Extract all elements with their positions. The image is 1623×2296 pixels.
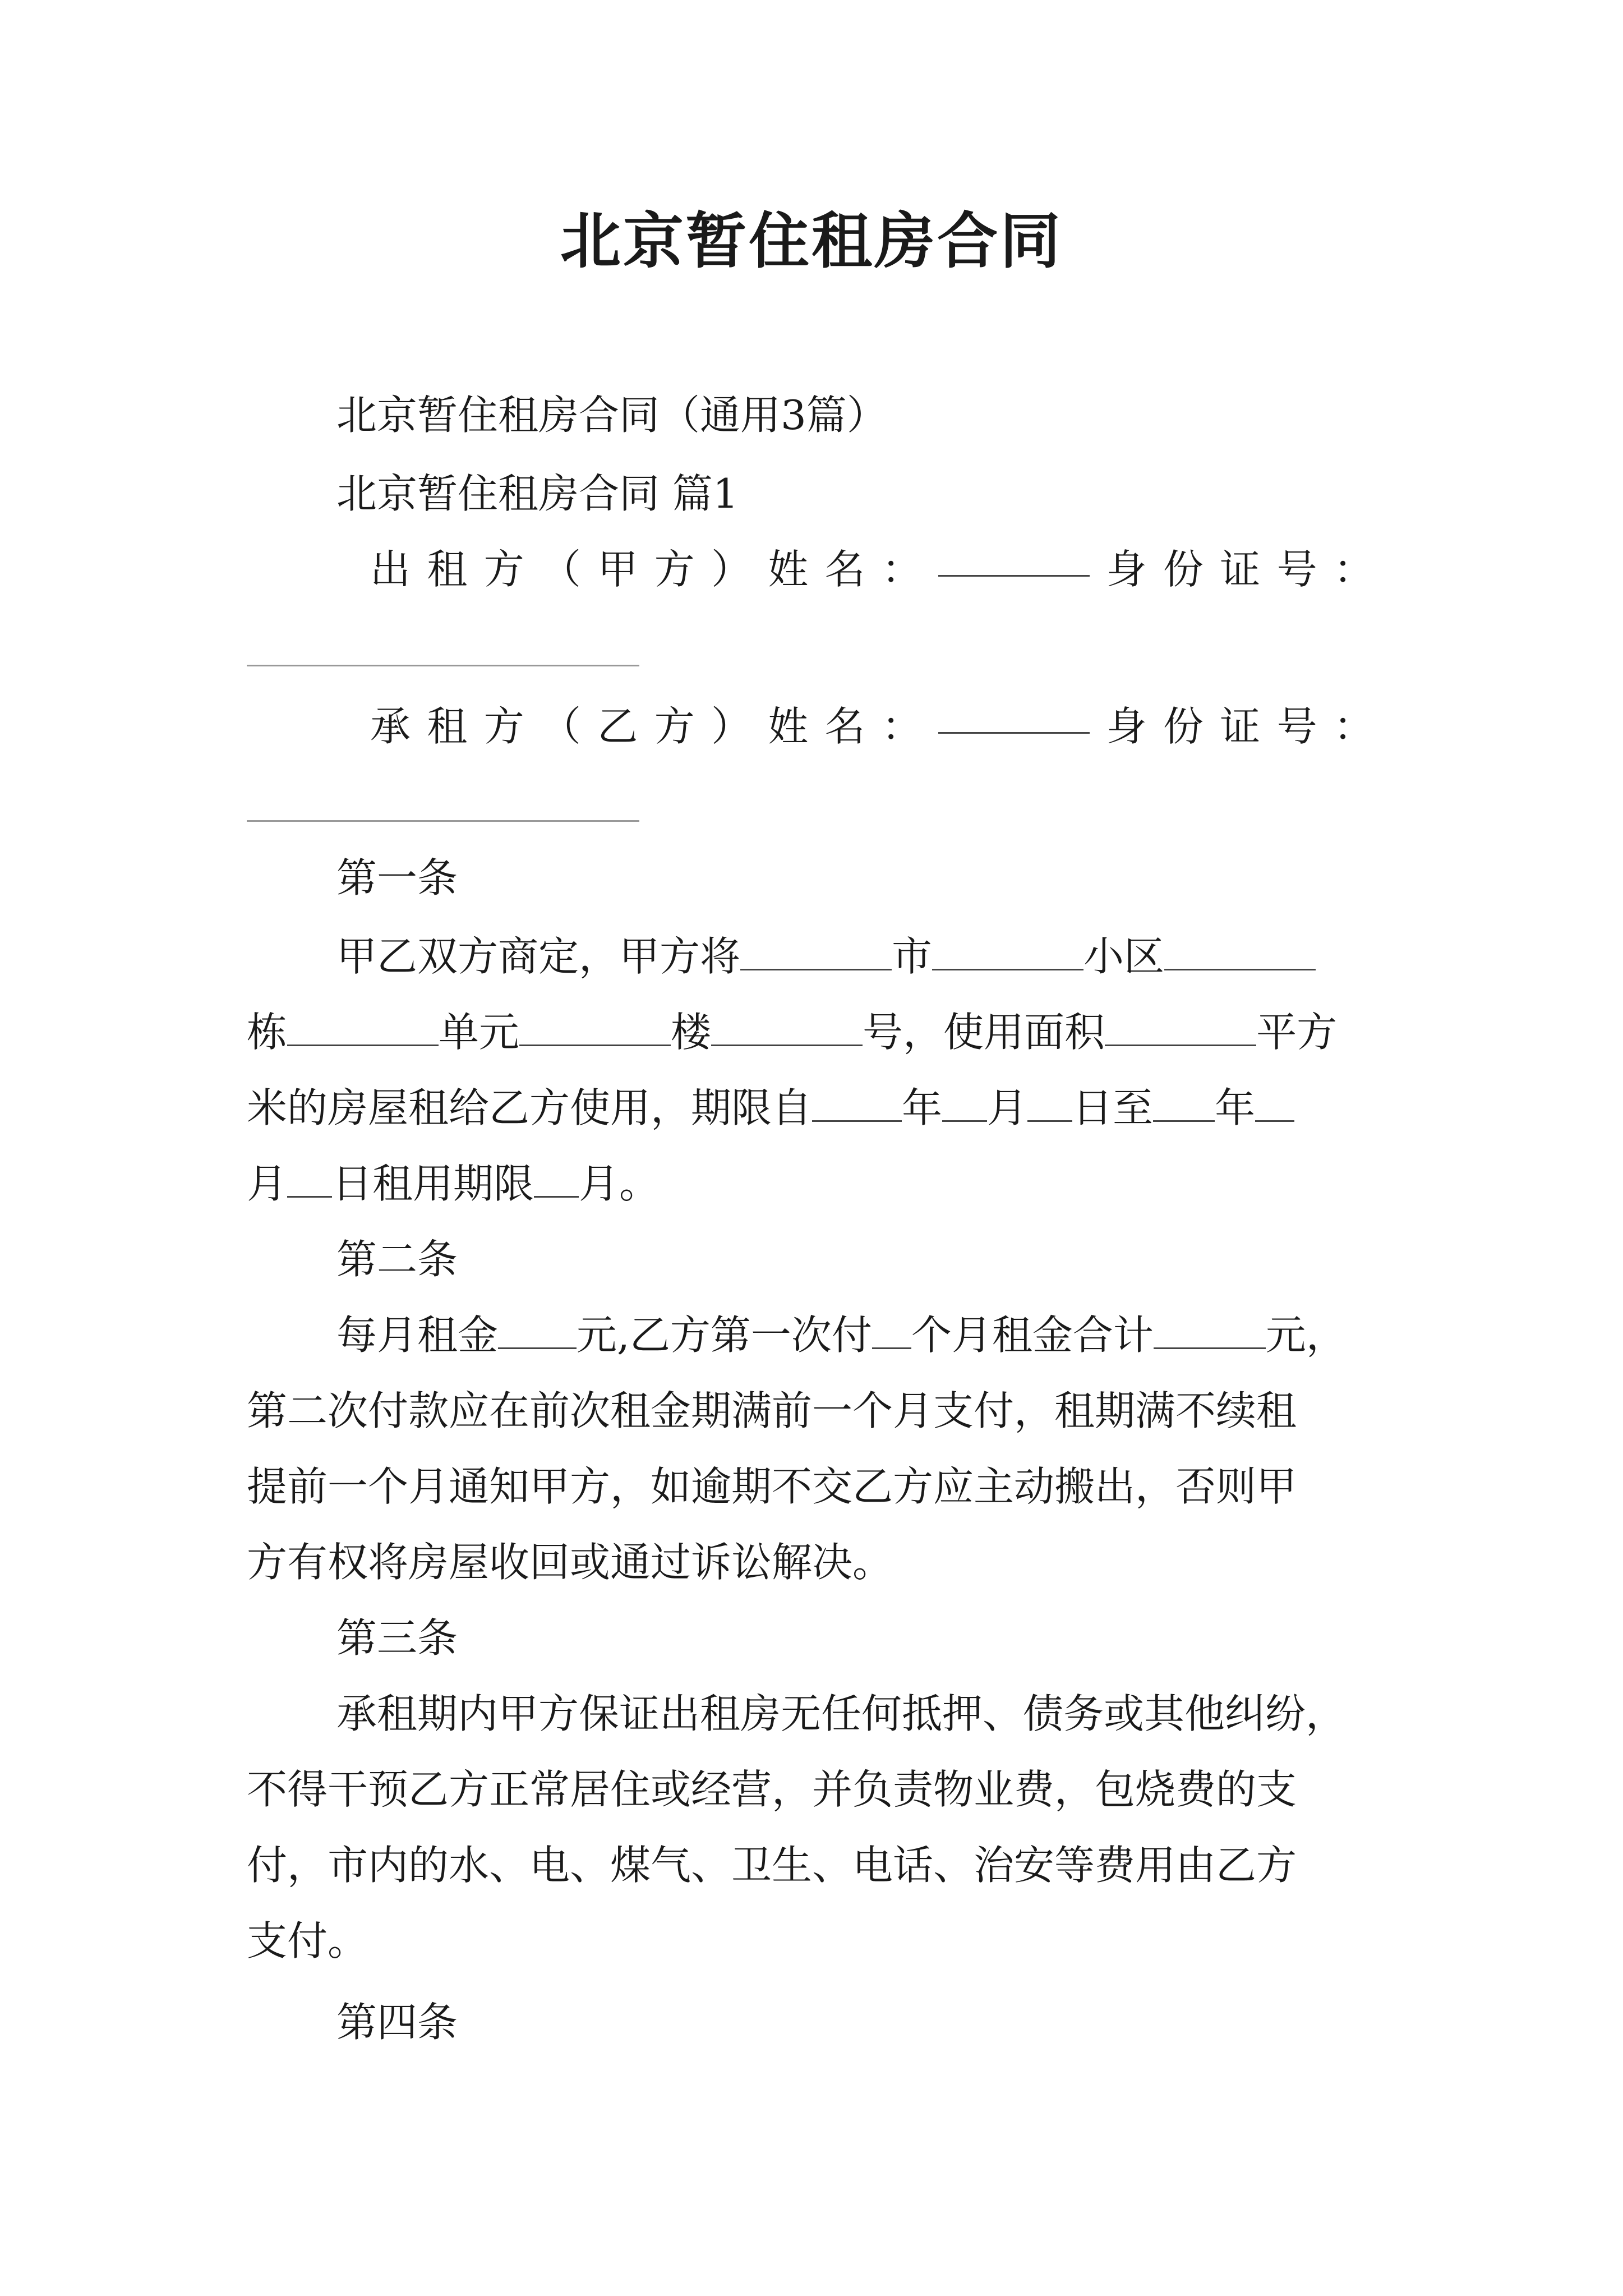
article2-heading: 第二条: [336, 1236, 458, 1283]
lessee-char: 方: [483, 703, 524, 750]
city-blank[interactable]: [740, 935, 892, 970]
text-run: 年: [1215, 1084, 1256, 1131]
lessor-name-blank[interactable]: [938, 541, 1090, 577]
text-run: 栋: [247, 1009, 288, 1056]
text-run: 元,乙方第一次付: [577, 1312, 872, 1359]
article3-line3: 付，市内的水、电、煤气、卫生、电话、治安等费用由乙方: [247, 1842, 1297, 1889]
lessor-id-char: 份: [1163, 546, 1204, 593]
lessee-id-char: 份: [1163, 703, 1204, 750]
lessee-char: 名: [824, 703, 865, 750]
text-run: 日租用期限: [332, 1160, 534, 1207]
article2-line4: 方有权将房屋收回或通过诉讼解决。: [247, 1539, 893, 1586]
text-run: 楼: [671, 1009, 712, 1056]
area-blank[interactable]: [1105, 1011, 1256, 1046]
lessee-char: 租: [427, 703, 468, 750]
text-run: 月: [987, 1084, 1028, 1131]
end-year-blank[interactable]: [1153, 1087, 1215, 1122]
lessor-id-char: 身: [1106, 546, 1147, 593]
end-day-blank[interactable]: [287, 1162, 332, 1198]
article2-line2: 第二次付款应在前次租金期满前一个月支付，租期满不续租: [247, 1387, 1297, 1434]
lessor-char: 方: [654, 546, 695, 593]
lessor-char: ：: [881, 546, 922, 593]
article3-heading: 第三条: [336, 1614, 458, 1662]
floor-blank[interactable]: [519, 1011, 671, 1046]
lessor-char: 方: [483, 546, 524, 593]
section-heading: 北京暂住租房合同 篇1: [336, 470, 739, 517]
lessee-id-char: 号: [1276, 703, 1317, 750]
lessee-char: 承: [370, 703, 411, 750]
article3-line1: 承租期内甲方保证出租房无任何抵押、债务或其他纠纷，: [336, 1690, 1347, 1737]
text-run: 米的房屋租给乙方使用，期限自: [247, 1084, 813, 1131]
lessor-char: （: [540, 546, 581, 593]
text-run: 平方: [1256, 1009, 1338, 1056]
block-blank[interactable]: [1164, 935, 1316, 970]
article1-line4: [247, 1156, 1385, 1212]
term-months-blank[interactable]: [534, 1162, 579, 1198]
article1-line3: [247, 1080, 1385, 1136]
lessee-line: [370, 698, 1374, 754]
lessor-id-char: ：: [1333, 546, 1374, 593]
lessor-char: 甲: [597, 546, 638, 593]
lessee-id-char: 证: [1220, 703, 1261, 750]
text-run: 元，: [1265, 1312, 1347, 1359]
total-amount-blank[interactable]: [1154, 1314, 1266, 1349]
lessor-char: 出: [370, 546, 411, 593]
article4-heading: 第四条: [336, 1999, 458, 2046]
end-month-blank[interactable]: [1255, 1087, 1294, 1122]
text-run: 单元: [439, 1009, 520, 1056]
lessee-char: （: [540, 703, 581, 750]
article1-heading: 第一条: [336, 854, 458, 901]
lessee-id-char: ：: [1333, 703, 1374, 750]
article3-line4: 支付。: [247, 1917, 368, 1964]
start-month-blank[interactable]: [942, 1087, 987, 1122]
lessee-name-blank[interactable]: [938, 698, 1090, 734]
text-run: 市: [892, 933, 933, 980]
lessor-line: [370, 541, 1374, 597]
lessee-char: 方: [654, 703, 695, 750]
number-blank[interactable]: [711, 1011, 863, 1046]
document-title: 北京暂住租房合同: [560, 206, 1063, 277]
text-run: 每月租金: [336, 1312, 499, 1359]
lessor-char: 名: [824, 546, 865, 593]
lessee-char: ）: [711, 703, 751, 750]
text-run: 年: [902, 1084, 943, 1131]
text-run: 号，使用面积: [863, 1009, 1105, 1056]
lessor-char: 租: [427, 546, 468, 593]
text-run: 月: [247, 1160, 288, 1207]
text-run: 个月租金合计: [911, 1312, 1154, 1359]
lessor-char: 姓: [768, 546, 809, 593]
document-subtitle: 北京暂住租房合同（通用3篇）: [336, 392, 887, 439]
article3-line2: 不得干预乙方正常居住或经营，并负责物业费，包烧费的支: [247, 1766, 1297, 1813]
text-run: 月。: [579, 1160, 660, 1207]
article1-line1: [336, 928, 1385, 984]
lessee-char: 乙: [597, 703, 638, 750]
text-run: 甲乙双方商定，甲方将: [336, 933, 741, 980]
lessee-char: 姓: [768, 703, 809, 750]
article2-line1: [336, 1307, 1385, 1363]
lessor-id-char: 号: [1276, 546, 1317, 593]
lessee-id-blank[interactable]: [247, 820, 639, 822]
start-year-blank[interactable]: [812, 1087, 902, 1122]
lessor-char: ）: [711, 546, 751, 593]
lessor-id-blank[interactable]: [247, 665, 639, 666]
start-day-blank[interactable]: [1027, 1087, 1072, 1122]
text-run: 小区: [1083, 933, 1165, 980]
monthly-rent-blank[interactable]: [498, 1314, 577, 1349]
first-payment-months-blank[interactable]: [872, 1314, 911, 1349]
district-blank[interactable]: [932, 935, 1083, 970]
lessor-id-char: 证: [1220, 546, 1261, 593]
unit-blank[interactable]: [287, 1011, 439, 1046]
article2-line3: 提前一个月通知甲方，如逾期不交乙方应主动搬出，否则甲: [247, 1463, 1297, 1510]
lessee-id-char: 身: [1106, 703, 1147, 750]
article1-line2: [247, 1004, 1385, 1060]
text-run: 日至: [1072, 1084, 1154, 1131]
lessee-char: ：: [881, 703, 922, 750]
